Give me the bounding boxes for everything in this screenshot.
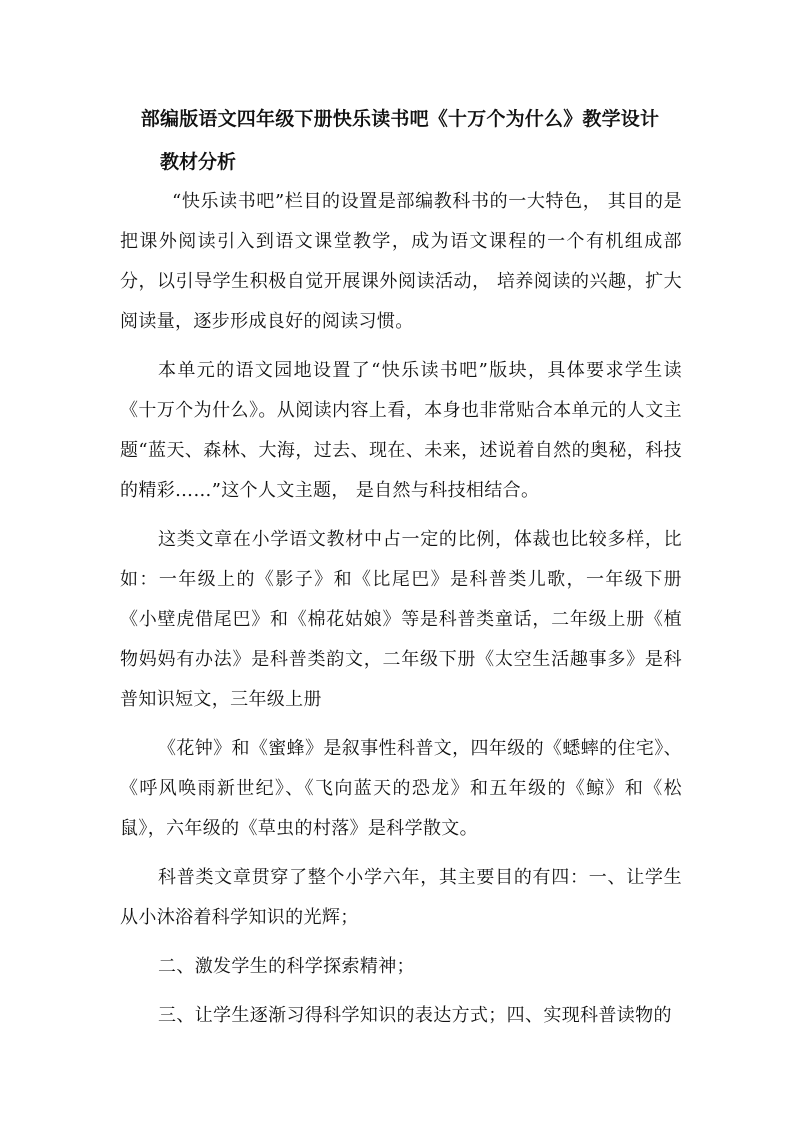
document-title: 部编版语文四年级下册快乐读书吧《十万个为什么》教学设计: [140, 108, 660, 130]
paragraph-7: 三、让学生逐渐习得科学知识的表达方式；四、实现科普读物的: [158, 1005, 672, 1026]
paragraph-5: 科普类文章贯穿了整个小学六年，其主要目的有四：一、让学生从小沐浴着科学知识的光辉；: [120, 867, 682, 928]
paragraph-2: 本单元的语文园地设置了“快乐读书吧”版块，具体要求学生读《十万个为什么》。从阅读内容上看，本身也非常贴合本单元的人文主题“蓝天、森林、大海，过去、现在、未来，述说着自然的奥秘，科技的精彩……”这个人文主题， 是自然与科技相结合。: [120, 360, 682, 501]
paragraph-1: “快乐读书吧”栏目的设置是部编教科书的一大特色， 其目的是把课外阅读引入到语文课堂教学，成为语文课程的一个有机组成部分，以引导学生积极自觉开展课外阅读活动， 培养阅读的兴趣，扩大阅读量，逐步形成良好的阅读习惯。: [120, 191, 682, 332]
paragraph-3: 这类文章在小学语文教材中占一定的比例，体裁也比较多样，比如：一年级上的《影子》和《比尾巴》是科普类儿歌，一年级下册《小壁虎借尾巴》和《棉花姑娘》等是科普类童话，二年级上册《植物妈妈有办法》是科普类韵文，二年级下册《太空生活趣事多》是科普知识短文，三年级上册: [120, 529, 682, 710]
section-heading: 教材分析: [160, 151, 237, 173]
paragraph-6: 二、激发学生的科学探索精神；: [158, 956, 415, 977]
paragraph-4: 《花钟》和《蜜蜂》是叙事性科普文，四年级的《蟋蟀的住宅》、《呼风唤雨新世纪》、《飞向蓝天的恐龙》和五年级的《鲸》和《松鼠》，六年级的《草虫的村落》是科学散文。: [120, 738, 682, 839]
document-body: [120, 182, 682, 1045]
